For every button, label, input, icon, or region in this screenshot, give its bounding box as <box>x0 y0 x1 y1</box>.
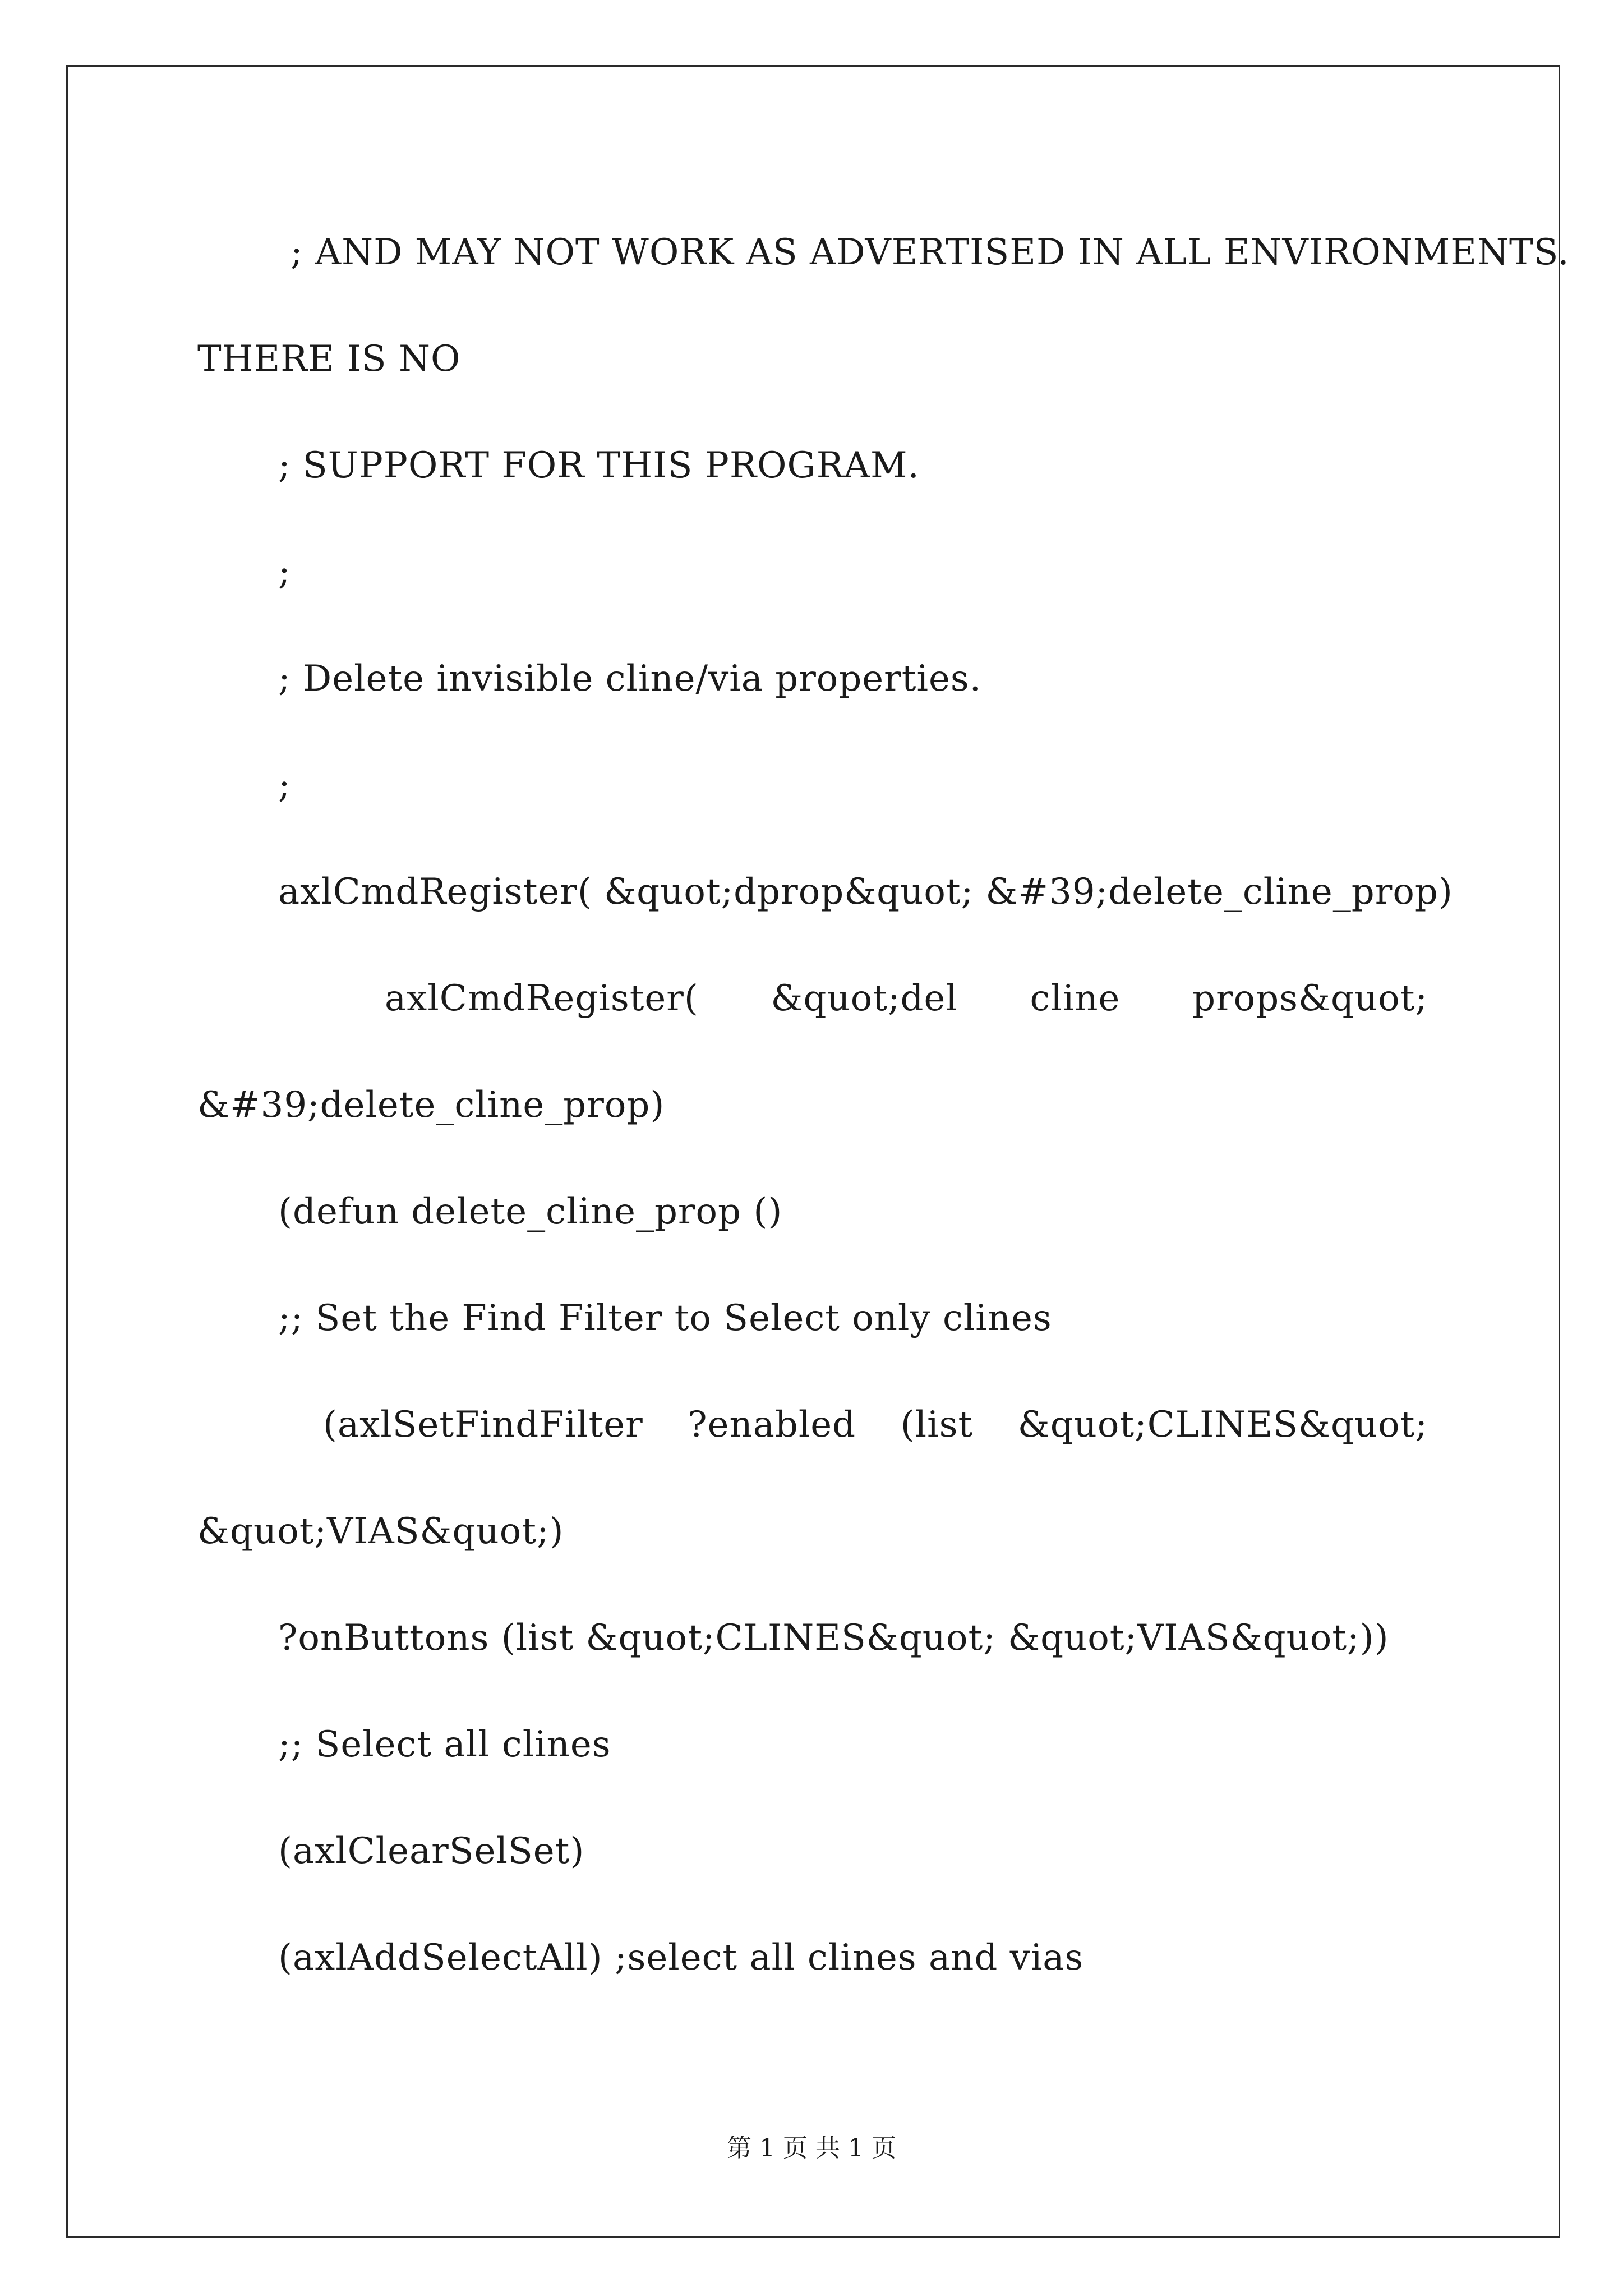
code-line-3: ; SUPPORT FOR THIS PROGRAM. <box>278 445 920 486</box>
code-line-7: axlCmdRegister( &quot;dprop&quot; &#39;delete_cline_prop) <box>278 871 1453 913</box>
code-line-8-word-1: axlCmdRegister( <box>385 978 699 1019</box>
code-line-8-word-3: cline <box>1030 978 1121 1019</box>
code-line-14: ?onButtons (list &quot;CLINES&quot; &quot;VIAS&quot;)) <box>278 1617 1389 1659</box>
code-line-12 <box>323 1402 1428 1447</box>
code-line-11: ;; Set the Find Filter to Select only clines <box>278 1297 1052 1339</box>
code-line-9: &#39;delete_cline_prop) <box>197 1084 665 1126</box>
page-border <box>66 65 1560 2238</box>
code-line-13: &quot;VIAS&quot;) <box>197 1511 564 1552</box>
code-line-4: ; <box>278 551 291 593</box>
code-line-15: ;; Select all clines <box>278 1724 611 1765</box>
code-line-8-word-4: props&quot; <box>1192 978 1428 1019</box>
code-line-1: ; AND MAY NOT WORK AS ADVERTISED IN ALL ENVIRONMENTS. <box>291 232 1570 273</box>
code-line-8-word-2: &quot;del <box>771 978 958 1019</box>
code-line-12-word-3: (list <box>900 1404 974 1446</box>
code-line-6: ; <box>278 765 291 806</box>
code-line-5: ; Delete invisible cline/via properties. <box>278 658 981 700</box>
code-line-12-word-4: &quot;CLINES&quot; <box>1017 1404 1428 1446</box>
code-line-10: (defun delete_cline_prop () <box>278 1191 783 1232</box>
code-line-2: THERE IS NO <box>197 338 461 380</box>
page-number-footer: 第 1 页 共 1 页 <box>727 2134 896 2162</box>
code-line-17: (axlAddSelectAll) ;select all clines and vias <box>278 1937 1084 1978</box>
code-line-8 <box>385 976 1428 1021</box>
code-line-16: (axlClearSelSet) <box>278 1830 585 1872</box>
code-line-12-word-1: (axlSetFindFilter <box>323 1404 643 1446</box>
code-line-12-word-2: ?enabled <box>688 1404 856 1446</box>
